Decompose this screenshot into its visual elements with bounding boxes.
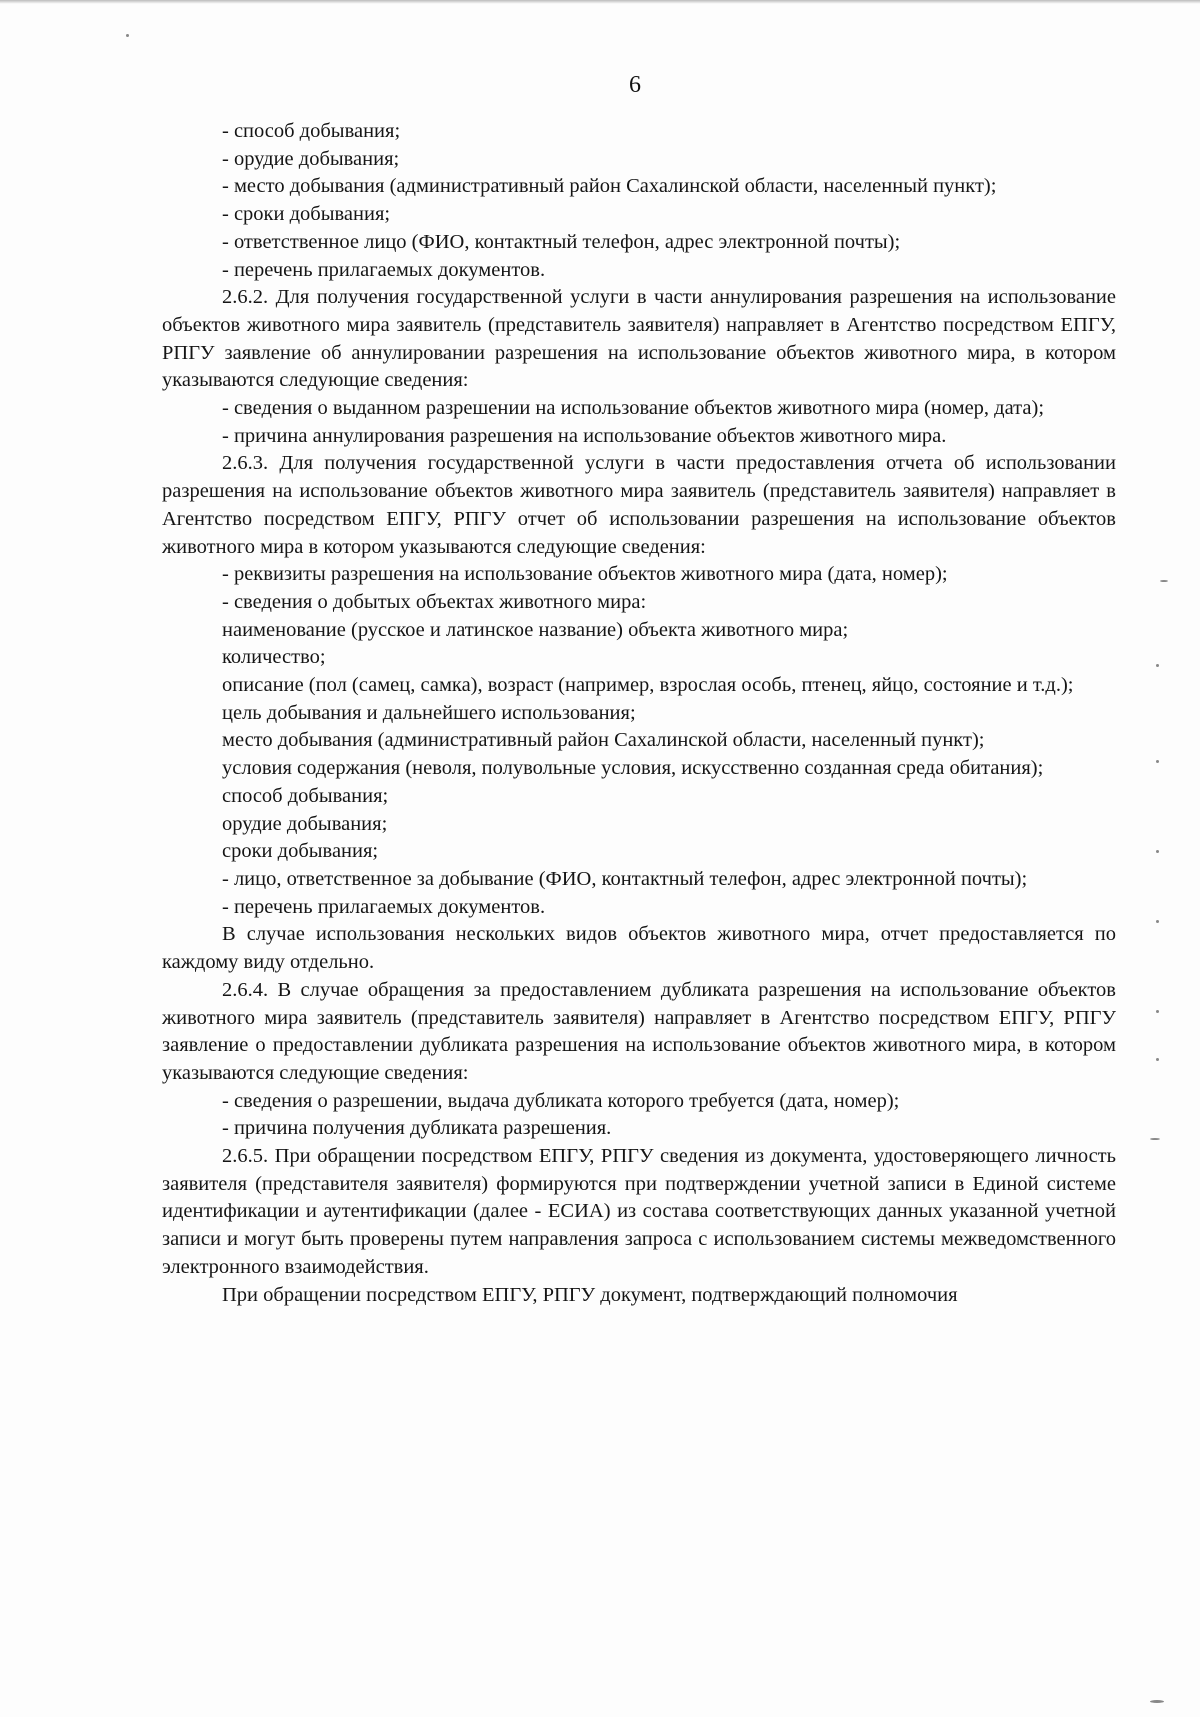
paragraph: 2.6.2. Для получения государственной услуги в части аннулирования разрешения на использование объектов животного мира заявитель (представитель заявителя) направляет в Агентство посредством ЕПГУ, РПГУ заявление об аннулировании разрешения на использование объектов животного мира, в котором указываются следующие сведения: <box>162 286 1116 392</box>
scan-speck <box>1156 850 1159 853</box>
paragraph: - сроки добывания; <box>222 203 391 226</box>
paragraph: - лицо, ответственное за добывание (ФИО, контактный телефон, адрес электронной почты); <box>222 867 1028 890</box>
scan-speck <box>126 34 129 37</box>
paragraph: - место добывания (административный район Сахалинской области, населенный пункт); <box>222 175 997 198</box>
paragraph: - причина получения дубликата разрешения. <box>222 1117 612 1140</box>
scan-speck <box>1156 920 1159 923</box>
page-top-edge <box>0 0 1200 4</box>
paragraph: условия содержания (неволя, полувольные условия, искусственно созданная среда обитания); <box>222 757 1044 780</box>
document-body <box>162 118 1116 1309</box>
paragraph: В случае использования нескольких видов объектов животного мира, отчет предоставляется по каждому виду отдельно. <box>162 923 1116 974</box>
paragraph: сроки добывания; <box>222 840 379 863</box>
paragraph: способ добывания; <box>222 784 389 807</box>
scan-speck <box>1156 664 1159 667</box>
paragraph: место добывания (административный район Сахалинской области, населенный пункт); <box>222 729 985 752</box>
paragraph: 2.6.4. В случае обращения за предоставлением дубликата разрешения на использование объектов животного мира заявитель (представитель заявителя) направляет в Агентство посредством ЕПГУ, РПГУ заявление о предоставлении дубликата разрешения на использование объектов животного мира, в котором указываются следующие сведения: <box>162 978 1116 1084</box>
paragraph: - реквизиты разрешения на использование объектов животного мира (дата, номер); <box>222 563 948 586</box>
paragraph: цель добывания и дальнейшего использования; <box>222 701 636 724</box>
paragraph: - способ добывания; <box>222 120 401 142</box>
page-number: 6 <box>629 72 641 98</box>
scan-speck <box>1156 1058 1159 1061</box>
paragraph: наименование (русское и латинское название) объекта животного мира; <box>222 618 849 641</box>
paragraph: орудие добывания; <box>222 812 388 835</box>
paragraph: - сведения о разрешении, выдача дубликата которого требуется (дата, номер); <box>222 1089 900 1112</box>
scan-speck <box>1156 760 1159 763</box>
scan-speck <box>1150 1138 1160 1140</box>
scan-speck <box>1160 580 1168 582</box>
paragraph: - орудие добывания; <box>222 147 400 170</box>
paragraph: - перечень прилагаемых документов. <box>222 258 546 281</box>
paragraph: 2.6.3. Для получения государственной услуги в части предоставления отчета об использовании разрешения на использование объектов животного мира заявитель (представитель заявителя) направляет в Агентство посредством ЕПГУ, РПГУ отчет об использовании разрешения на использование объектов животного мира в котором указываются следующие сведения: <box>162 452 1116 558</box>
paragraph: описание (пол (самец, самка), возраст (например, взрослая особь, птенец, яйцо, состояние и т.д.); <box>222 674 1074 697</box>
paragraph: - ответственное лицо (ФИО, контактный телефон, адрес электронной почты); <box>222 230 901 253</box>
paragraph: - сведения о выданном разрешении на использование объектов животного мира (номер, дата); <box>222 397 1045 420</box>
paragraph: При обращении посредством ЕПГУ, РПГУ документ, подтверждающий полномочия <box>222 1283 958 1306</box>
scan-speck <box>1150 1700 1164 1703</box>
paragraph: - перечень прилагаемых документов. <box>222 895 546 918</box>
scan-speck <box>1156 1010 1159 1013</box>
paragraph: 2.6.5. При обращении посредством ЕПГУ, РПГУ сведения из документа, удостоверяющего личность заявителя (представителя заявителя) формируются при подтверждении учетной записи в Единой системе идентификации и аутентификации (далее - ЕСИА) из состава соответствующих данных указанной учетной записи и могут быть проверены путем направления запроса с использованием системы межведомственного электронного взаимодействия. <box>162 1145 1116 1278</box>
paragraph: - причина аннулирования разрешения на использование объектов животного мира. <box>222 424 947 447</box>
paragraph: количество; <box>222 646 326 669</box>
paragraph: - сведения о добытых объектах животного мира: <box>222 590 647 613</box>
